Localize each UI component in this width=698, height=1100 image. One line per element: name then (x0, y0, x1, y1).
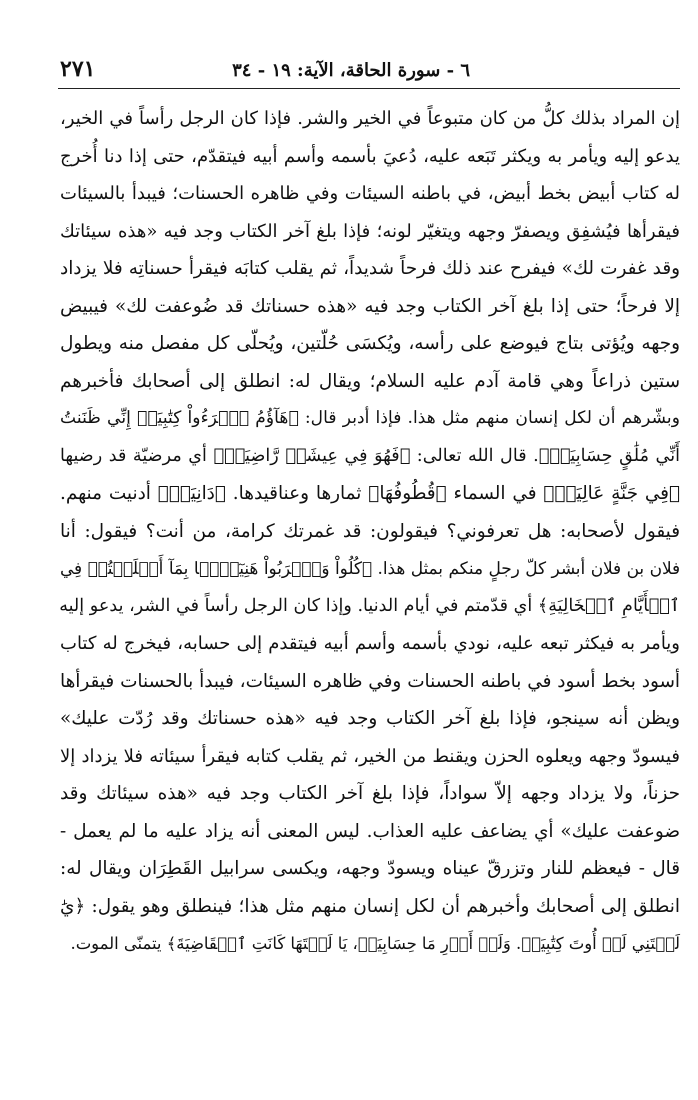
text-line-10: أَنِّي مُلَٰقٍ حِسَابِيَهۡ﴾. قال الله تعالى: ﴿فَهُوَ فِي عِيشَةٖ رَّاضِيَةٖ﴾ أي مرضيّة قد رضيها (60, 445, 680, 466)
text-line-16: أسود بخط أسود في باطنه الحسنات وفي ظاهره السيئات، فيبدأ بالحسنات فيقرأها (60, 670, 680, 692)
text-line-23: لَيۡتَنِي لَمۡ أُوتَ كِتَٰبِيَهۡ. وَلَمۡ أَدۡرِ مَا حِسَابِيَهۡ، يَا لَيۡتَهَا كَانَتِ ٱلۡقَاضِيَةَ﴾ يتمنّى الموت. (70, 934, 680, 953)
text-line-1: إن المراد بذلك كلُّ من كان متبوعاً في الخير والشر. فإذا كان الرجل رأساً في الخير، (60, 108, 680, 129)
text-line-18: فيسودّ وجهه ويعلوه الحزن ويقنط من الخير، ثم يقلب كتابه فيقرأ سيئاته فلا يزداد إلا (60, 745, 680, 767)
header-rule (58, 88, 680, 89)
text-line-2: يدعو إليه ويأمر به ويكثر تَبَعه عليه، دُعيَ بأسمه وأسم أبيه فيتقدّم، حتى إذا دنا أُخرج (60, 145, 680, 167)
text-line-12: فيقول لأصحابه: هل تعرفوني؟ فيقولون: قد غمرتك كرامة، من أنت؟ فيقول: أنا (60, 520, 680, 542)
text-line-3: له كتاب أبيض بخط أبيض، في باطنه السيئات وفي ظاهره الحسنات؛ فيبدأ بالسيئات (60, 183, 680, 204)
text-line-9: وبشّرهم أن لكل إنسان منهم مثل هذا. فإذا أدبر قال: ﴿هَآؤُمُ ٱقۡرَءُواْ كِتَٰبِيَهۡ إِنِّي ظَنَنتُ (60, 408, 680, 428)
text-line-14: ٱلۡأَيَّامِ ٱلۡخَالِيَةِ﴾ أي قدّمتم في أيام الدنيا. وإذا كان الرجل رأساً في الشر، يدعو إليه (59, 595, 680, 616)
text-line-8: ستين ذراعاً وهي قامة آدم عليه السلام؛ ويقال له: انطلق إلى أصحابك فأخبرهم (60, 370, 680, 392)
text-line-15: ويأمر به فيكثر تبعه عليه، نودي بأسمه وأسم أبيه فيتقدم إلى حسابه، فيخرج له كتاب (60, 633, 680, 654)
text-line-19: حزناً، ولا يزداد وجهه إلاّ سواداً، فإذا بلغ آخر الكتاب وجد فيه «هذه سيئاتك وقد (60, 783, 680, 804)
text-line-6: إلا فرحاً؛ حتى إذا بلغ آخر الكتاب وجد فيه «هذه حسناتك قد ضُوعفت لك» فيبيض (60, 295, 680, 317)
text-line-21: قال - فيعظم للنار وتزرقّ عيناه ويسودّ وجهه، ويكسى سرابيل القَطِرَان ويقال له: (60, 858, 680, 879)
text-line-17: ويظن أنه سينجو، فإذا بلغ آخر الكتاب وجد فيه «هذه حسناتك وقد رُدّت عليك» (60, 708, 680, 729)
text-line-4: فيقرأها فيُشفِق ويصفرّ وجهه ويتغيّر لونه؛ فإذا بلغ آخر الكتاب وجد فيه «هذه سيئاتك (60, 220, 680, 242)
body-text (60, 100, 680, 963)
text-line-13: فلان بن فلان أبشر كلّ رجلٍ منكم بمثل هذا. ﴿كُلُواْ وَٱشۡرَبُواْ هَنِيٓـَٔۢا بِمَآ أَسۡلَفۡتُمۡ فِي (60, 558, 680, 578)
text-line-20: ضوعفت عليك» أي يضاعف عليه العذاب. ليس المعنى أنه يزاد عليه ما لم يعمل - (60, 820, 680, 842)
page-number: ٢٧١ (60, 56, 96, 82)
text-line-5: وقد غفرت لك» فيفرح عند ذلك فرحاً شديداً، ثم يقلب كتابَه فيقرأ حسناتِه فلا يزداد (60, 258, 680, 279)
page-header (58, 56, 678, 96)
text-line-11: ﴿فِي جَنَّةٍ عَالِيَةٖ﴾ في السماء ﴿قُطُوفُهَا﴾ ثمارها وعناقيدها. ﴿دَانِيَةٞ﴾ أدنيت منهم. (60, 483, 680, 504)
text-line-22: انطلق إلى أصحابك وأخبرهم أن لكل إنسان منهم مثل هذا؛ فينطلق وهو يقول: ﴿يَٰ (60, 895, 680, 917)
text-line-7: وجهه ويُؤتى بتاج فيوضع على رأسه، ويُكسَى حُلّتين، ويُحلّى كل مفصل منه ويطول (60, 333, 680, 354)
running-title: ٦ - سورة الحاقة، الآية: ١٩ - ٣٤ (232, 60, 470, 81)
